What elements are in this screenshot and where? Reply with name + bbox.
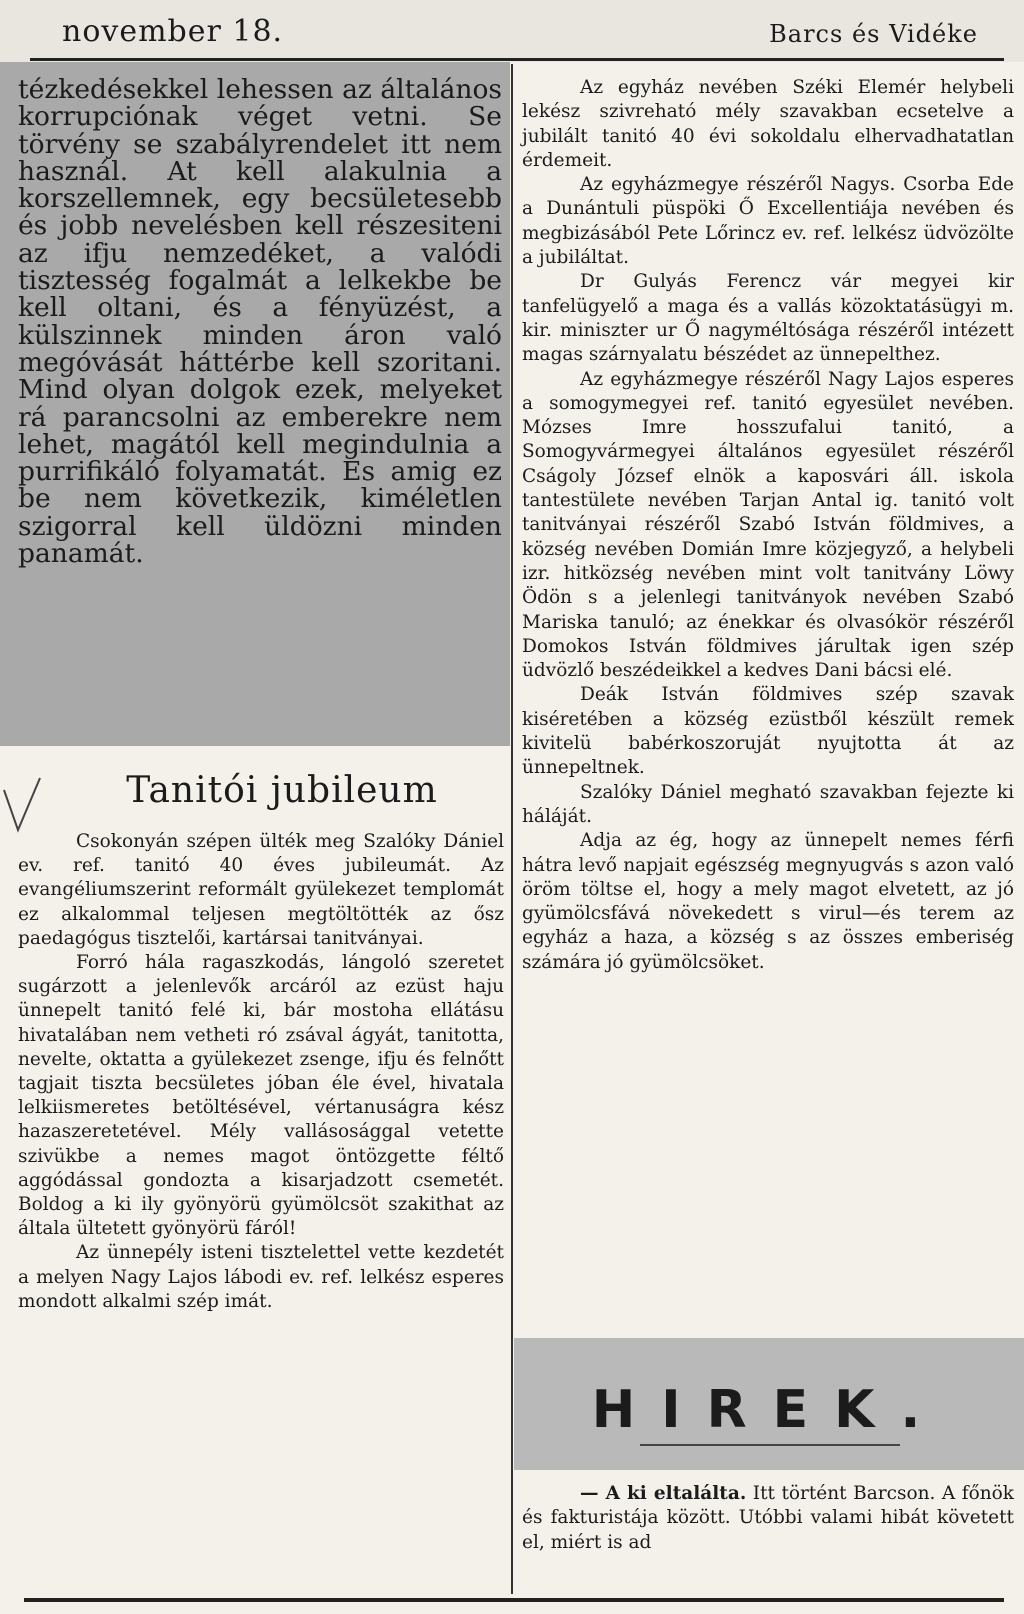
article-paragraph: Szalóky Dániel megható szavakban fejezte ki háláját. <box>522 781 1014 827</box>
previous-article-text: tézkedésekkel lehessen az általános korrupciónak véget vetni. Se törvény se szabályrendelet itt nem használ. At kell alakulnia a korszellemnek, egy becsületesebb és jobb nevelésben kell részesiteni az ifju nemzedéket, a valódi tisztesség fogalmát a lelkekbe be kell oltani, és a fényüzést, a külszinnek minden áron való megóvását háttérbe kell szoritani. Mind olyan dolgok ezek, melyeket rá parancsolni az emberekre nem lehet, magától kell megindulnia a purrifikáló folyamatát. Es amig ez be nem következik, kiméletlen szigorral kell üldözni minden panamát. <box>18 74 502 570</box>
article-right-column <box>522 76 1014 975</box>
article-paragraph: Forró hála ragaszkodás, lángoló szeretet sugárzott a jelenlevők arcáról az ezüst haju ünnepelt tanitó felé ki, bár mostoha ellátásu hivatalában nem vetheti ró zsával ágyát, tanitotta, nevelte, oktatta a gyülekezet zsenge, ifju és felnőtt tagjait tiszta becsületes jóban éle ével, hivatala lelkiismeretes betöltésével, vértanuságra kész hazaszeretetével. Mély vallásosággal vetette szivükbe a nemes magot öntözgette féltő aggódással gondozta a kisarjadzott csemetét. Boldog a ki ily gyönyörü gyümölcsöt szakithat az általa ültetett gyönyörü fáról! <box>18 952 504 1240</box>
article-paragraph: Az egyházmegye részéről Nagys. Csorba Ede a Dunántuli püspöki Ő Excellentiája nevében és megbizásából Pete Lőrincz ev. ref. lelkész üdvözölte a jubiláltat. <box>522 174 1014 269</box>
article-paragraph: Az egyház nevében Széki Elemér helybeli lekész szivreható mély szavakban ecsetelve a jubilált tanitó 40 évi sokoldalu elhervadhatatlan érdemeit. <box>522 77 1014 171</box>
newspaper-title: Barcs és Vidéke <box>769 20 978 48</box>
issue-date: november 18. <box>62 14 284 49</box>
article-paragraph: Az egyházmegye részéről Nagy Lajos esperes a somogymegyei ref. tanitó egyesület nevében. Mózses Imre hosszufalui tanitó, a Somogyvármegyei általános egyesület részéről Cságoly József elnök a kaposvári áll. iskola tantestülete nevében Tarjan Antal ig. tanitó volt tanitványai részéről Szabó István földmives, a község nevében Domián Imre közjegyző, a helybeli izr. hitközség nevében mint volt tanitvány Löwy Ödön s a jelenlegi tanitványok nevében Szabó Mariska tanuló; az énekkar és olvasókör részéről Domokos István földmives járultak igen szép üdvözlő beszédeikkel a kedves Dani bácsi elé. <box>522 368 1014 682</box>
news-item <box>522 1482 1014 1555</box>
article-title: Tanitói jubileum <box>126 770 438 811</box>
header-rule <box>30 58 1004 61</box>
news-item-text: Itt történt Barcson. A főnök és fakturistája között. Utóbbi valami hibát követett el, miért is ad <box>522 1483 1015 1553</box>
article-left-column <box>18 830 504 1314</box>
column-divider <box>511 64 513 1594</box>
previous-article-end <box>18 74 502 570</box>
news-title-underline <box>640 1444 900 1446</box>
news-section-title: HIREK. <box>591 1380 947 1440</box>
news-item-headline: — A ki eltalálta. <box>580 1483 747 1504</box>
article-paragraph: Dr Gulyás Ferencz vár megyei kir tanfelügyelő a maga és a vallás közoktatásügyi m. kir. miniszter ur Ő nagyméltósága részéről intézett magas szárnyalatu bészédet az ünnepelthez. <box>522 271 1014 366</box>
article-paragraph: Adja az ég, hogy az ünnepelt nemes férfi hátra levő napjait egészség megnyugvás s azon való öröm töltse el, hogy a mely magot elvetett, az jó gyümölcsfává növekedett s virul—és terem az egyház a haza, a község s az összes emberiség számára jó gyümölcsöket. <box>522 830 1014 973</box>
news-column <box>522 1482 1014 1555</box>
article-paragraph: Csokonyán szépen ülték meg Szalóky Dániel ev. ref. tanitó 40 éves jubileumát. Az evangéliumszerint reformált gyülekezet templomát ez alkalommal teljesen megtöltötték az ősz paedagógus tisztelői, kartársai tanitványai. <box>18 831 504 949</box>
article-paragraph: Az ünnepély isteni tisztelettel vette kezdetét a melyen Nagy Lajos lábodi ev. ref. lelkész esperes mondott alkalmi szép imát. <box>18 1242 504 1312</box>
page-header <box>0 0 1024 62</box>
article-paragraph: Deák István földmives szép szavak kiséretében a község ezüstből készült remek kivitelü babérkoszoruját nyujtotta át az ünnepeltnek. <box>522 684 1014 779</box>
footer-rule <box>24 1598 1004 1602</box>
